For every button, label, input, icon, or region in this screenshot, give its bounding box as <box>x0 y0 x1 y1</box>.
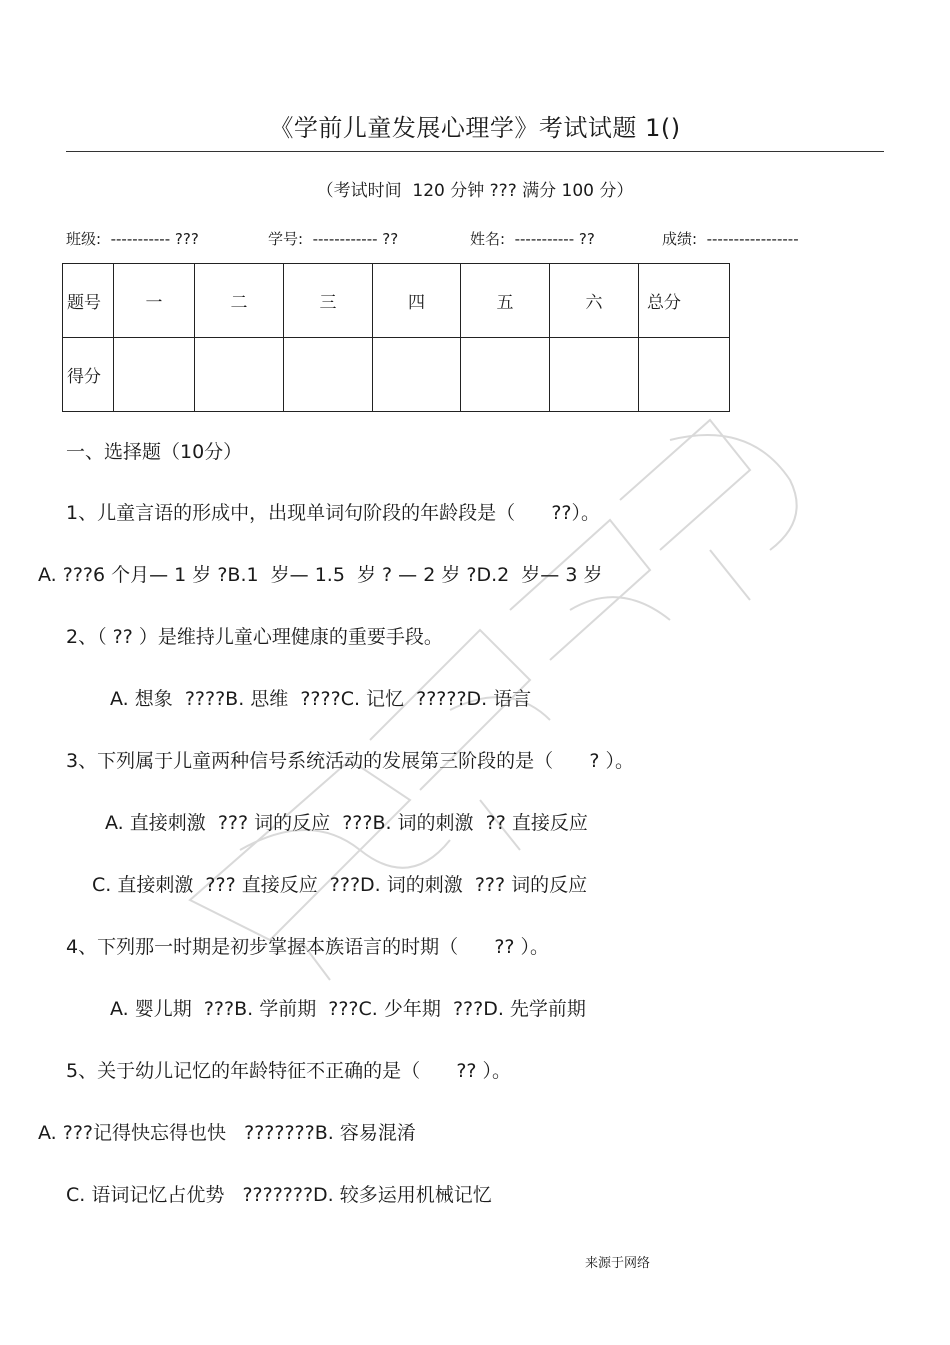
header-cell: 题号 <box>63 264 114 338</box>
question-3-options-c: C. 直接刺激 ??? 直接反应 ???D. 词的刺激 ??? 词的反应 <box>92 874 588 896</box>
score-cell[interactable] <box>461 338 550 412</box>
score-table-score-row <box>63 338 730 412</box>
question-3-stem: 3、下列属于儿童两种信号系统活动的发展第三阶段的是（ ? ）。 <box>66 750 634 772</box>
score-cell[interactable] <box>114 338 195 412</box>
exam-subtitle: （考试时间 120 分钟 ??? 满分 100 分） <box>316 181 634 201</box>
header-cell: 六 <box>550 264 639 338</box>
question-1-options: A. ???6 个月— 1 岁 ?B.1 岁— 1.5 岁 ? — 2 岁 ?D.2 岁— 3 岁 <box>38 564 603 586</box>
header-cell: 四 <box>373 264 461 338</box>
question-5-options-a: A. ???记得快忘得也快 ???????B. 容易混淆 <box>38 1122 416 1144</box>
score-field: 成绩: ----------------- <box>662 230 799 248</box>
name-field: 姓名: ----------- ?? <box>470 230 595 248</box>
score-cell[interactable] <box>373 338 461 412</box>
score-table <box>62 263 730 412</box>
question-2-options: A. 想象 ????B. 思维 ????C. 记忆 ?????D. 语言 <box>110 688 532 710</box>
score-cell[interactable] <box>639 338 730 412</box>
footer-source: 来源于网络 <box>585 1256 651 1271</box>
header-cell: 一 <box>114 264 195 338</box>
score-table-header-row <box>63 264 730 338</box>
question-4-options: A. 婴儿期 ???B. 学前期 ???C. 少年期 ???D. 先学前期 <box>110 998 586 1020</box>
question-5-stem: 5、关于幼儿记忆的年龄特征不正确的是（ ?? ）。 <box>66 1060 512 1082</box>
score-cell[interactable] <box>284 338 373 412</box>
class-field: 班级: ----------- ??? <box>66 230 199 248</box>
header-cell: 三 <box>284 264 373 338</box>
score-cell[interactable] <box>195 338 284 412</box>
question-5-options-c: C. 语词记忆占优势 ???????D. 较多运用机械记忆 <box>66 1184 492 1206</box>
exam-title: 《学前儿童发展心理学》考试试题 1() <box>269 114 681 142</box>
header-cell: 五 <box>461 264 550 338</box>
score-cell[interactable] <box>550 338 639 412</box>
student-id-field: 学号: ------------ ?? <box>268 230 399 248</box>
row-label-cell: 得分 <box>63 338 114 412</box>
question-4-stem: 4、下列那一时期是初步掌握本族语言的时期（ ?? ）。 <box>66 936 550 958</box>
question-2-stem: 2、（ ?? ）是维持儿童心理健康的重要手段。 <box>66 626 443 648</box>
question-1-stem: 1、儿童言语的形成中，出现单词句阶段的年龄段是（ ??）。 <box>66 502 600 524</box>
header-cell: 二 <box>195 264 284 338</box>
question-3-options-a: A. 直接刺激 ??? 词的反应 ???B. 词的刺激 ?? 直接反应 <box>105 812 588 834</box>
header-cell: 总分 <box>639 264 730 338</box>
title-divider <box>66 151 884 152</box>
section-heading: 一、选择题（10分） <box>66 441 243 463</box>
